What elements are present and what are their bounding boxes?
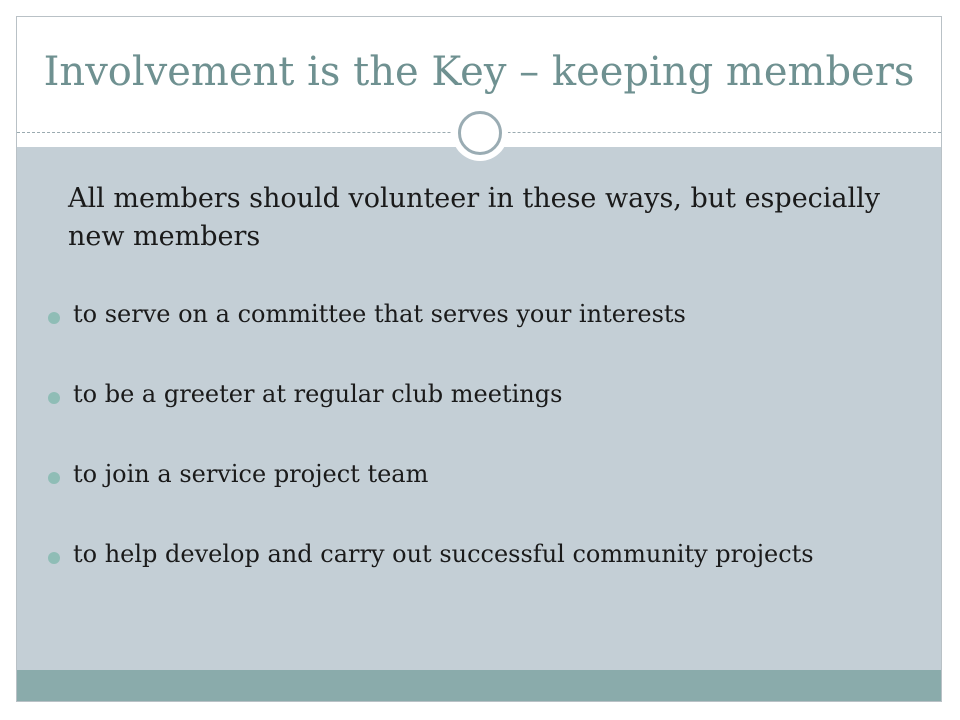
bullet-dot-icon: [48, 312, 60, 324]
bullet-dot-icon: [48, 472, 60, 484]
bullet-text: to help develop and carry out successful community projects: [73, 540, 814, 568]
slide-title: Involvement is the Key – keeping members: [43, 49, 915, 95]
bullet-dot-icon: [48, 552, 60, 564]
bullet-text: to be a greeter at regular club meetings: [73, 380, 563, 408]
footer-band: [17, 670, 941, 701]
bullet-dot-icon: [48, 392, 60, 404]
circle-ring-ornament-icon: [458, 111, 502, 155]
bullet-text: to serve on a committee that serves your interests: [73, 300, 686, 328]
intro-text: All members should volunteer in these ways, but especially new members: [68, 183, 881, 252]
bullet-text: to join a service project team: [73, 460, 429, 488]
